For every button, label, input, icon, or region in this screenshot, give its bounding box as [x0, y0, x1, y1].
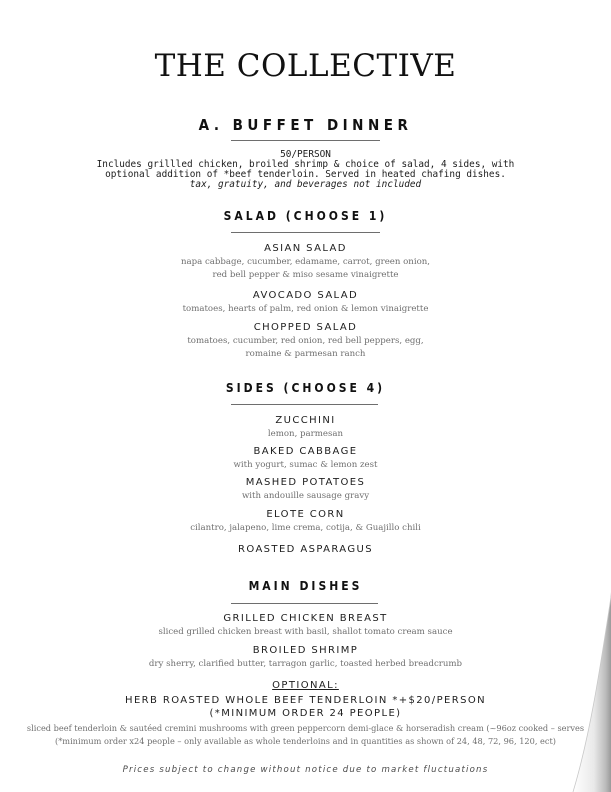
main-item-name: BROILED SHRIMP: [252, 645, 359, 656]
buffet-description-line1: Includes grillled chicken, broiled shrimp & choice of salad, 4 sides, with: [96, 159, 515, 170]
salad-item-desc: tomatoes, cucumber, red onion, red bell peppers, egg,: [187, 336, 424, 346]
main-item-desc: dry sherry, clarified butter, tarragon garlic, toasted herbed breadcrumb: [148, 659, 463, 669]
side-item-name: ZUCCHINI: [275, 415, 336, 426]
optional-label: OPTIONAL:: [272, 680, 339, 691]
main-item-name: GRILLED CHICKEN BREAST: [223, 613, 388, 624]
page-curl-decoration: [551, 592, 611, 792]
sides-heading: SIDES (CHOOSE 4): [225, 381, 386, 395]
mains-divider: [231, 603, 378, 604]
buffet-price: 50/PERSON: [280, 149, 331, 160]
mains-heading: MAIN DISHES: [248, 579, 363, 593]
side-item-desc: with andouille sausage gravy: [241, 491, 370, 501]
side-item-desc: lemon, parmesan: [267, 429, 344, 439]
main-item-desc: sliced grilled chicken breast with basil, shallot tomato cream sauce: [158, 627, 453, 637]
side-item-desc: cilantro, jalapeno, lime crema, cotija, & Guajillo chili: [190, 523, 421, 533]
buffet-description-line2: optional addition of *beef tenderloin. Served in heated chafing dishes.: [105, 169, 506, 180]
sides-divider: [231, 404, 378, 405]
salad-item-desc: romaine & parmesan ranch: [245, 349, 366, 359]
optional-minimum: (*MINIMUM ORDER 24 PEOPLE): [209, 708, 402, 719]
side-item-name: ELOTE CORN: [266, 509, 345, 520]
optional-item-note: (*minimum order x24 people – only available as whole tenderloins and in quantities as shown of 24, 48, 72, 96, 120, ect): [55, 736, 556, 746]
footer-note: Prices subject to change without notice due to market fluctuations: [122, 765, 489, 775]
buffet-note: tax, gratuity, and beverages not included: [189, 179, 422, 190]
buffet-heading: A. BUFFET DINNER: [198, 116, 413, 134]
salad-item-name: ASIAN SALAD: [264, 243, 347, 254]
side-item-name: MASHED POTATOES: [245, 477, 366, 488]
side-item-desc: with yogurt, sumac & lemon zest: [233, 460, 378, 470]
salad-divider: [231, 232, 380, 233]
page-title: THE COLLECTIVE: [154, 48, 457, 84]
salad-item-name: CHOPPED SALAD: [253, 322, 358, 333]
salad-item-desc: napa cabbage, cucumber, edamame, carrot, green onion,: [180, 257, 431, 267]
side-item-name: BAKED CABBAGE: [253, 446, 358, 457]
optional-item-name: HERB ROASTED WHOLE BEEF TENDERLOIN *+$20/PERSON: [125, 695, 486, 706]
salad-heading: SALAD (CHOOSE 1): [223, 209, 388, 223]
salad-item-desc: red bell pepper & miso sesame vinaigrette: [212, 270, 399, 280]
side-item-name: ROASTED ASPARAGUS: [238, 544, 373, 555]
salad-item-desc: tomatoes, hearts of palm, red onion & lemon vinaigrette: [182, 304, 429, 314]
optional-item-desc: sliced beef tenderloin & sautéed cremini mushrooms with green peppercorn demi-glace & horseradish cream (~96oz cooked – serves: [26, 723, 585, 733]
buffet-divider: [231, 140, 380, 141]
salad-item-name: AVOCADO SALAD: [252, 290, 359, 301]
